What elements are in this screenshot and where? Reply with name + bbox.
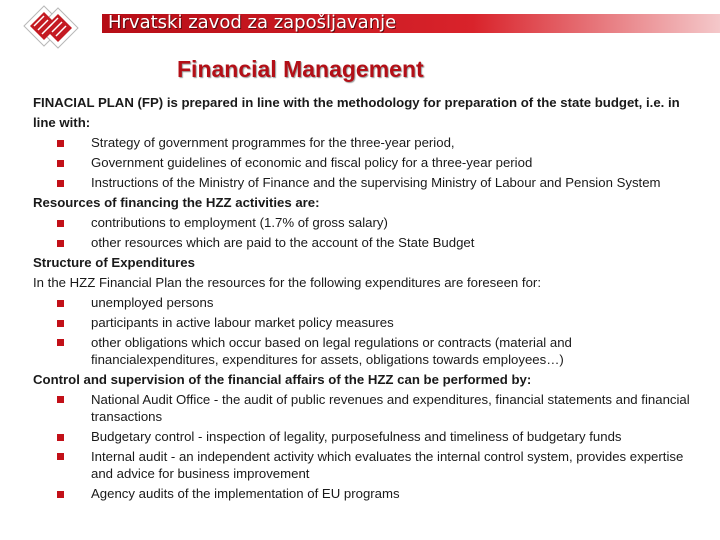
- list-item: participants in active labour market policy measures: [33, 313, 703, 333]
- page-title: Financial Management: [177, 56, 424, 82]
- slide-content: [33, 93, 703, 504]
- organization-name: Hrvatski zavod za zapošljavanje: [108, 12, 397, 33]
- list-item: Internal audit - an independent activity which evaluates the internal control system, provides expertise and advice for business improvement: [33, 447, 703, 484]
- bullet-square-icon: [57, 396, 64, 403]
- financial-plan-list: [33, 133, 703, 193]
- section-heading-expenditures: Structure of Expenditures: [33, 255, 195, 270]
- bullet-square-icon: [57, 300, 64, 307]
- list-item: other resources which are paid to the account of the State Budget: [33, 233, 703, 253]
- section-heading-financial-plan: FINACIAL PLAN (FP) is prepared in line with the methodology for preparation of the state budget, i.e. in line with:: [33, 95, 680, 130]
- list-item: Government guidelines of economic and fiscal policy for a three-year period: [33, 153, 703, 173]
- list-item: Budgetary control - inspection of legality, purposefulness and timeliness of budgetary funds: [33, 427, 703, 447]
- bullet-square-icon: [57, 220, 64, 227]
- section-heading-control: Control and supervision of the financial affairs of the HZZ can be performed by:: [33, 372, 532, 387]
- list-item: other obligations which occur based on legal regulations or contracts (material and financialexpenditures, expenditures for assets, obligations towards employees…): [33, 333, 703, 370]
- expenditures-list: [33, 293, 703, 370]
- bullet-square-icon: [57, 160, 64, 167]
- bullet-square-icon: [57, 434, 64, 441]
- hzz-logo: [20, 0, 82, 52]
- resources-list: [33, 213, 703, 253]
- bullet-square-icon: [57, 180, 64, 187]
- expenditures-intro: In the HZZ Financial Plan the resources for the following expenditures are foreseen for:: [33, 275, 541, 290]
- section-heading-resources: Resources of financing the HZZ activities are:: [33, 195, 320, 210]
- bullet-square-icon: [57, 453, 64, 460]
- bullet-square-icon: [57, 320, 64, 327]
- control-list: [33, 390, 703, 504]
- list-item: contributions to employment (1.7% of gross salary): [33, 213, 703, 233]
- bullet-square-icon: [57, 240, 64, 247]
- list-item: Strategy of government programmes for the three-year period,: [33, 133, 703, 153]
- list-item: National Audit Office - the audit of public revenues and expenditures, financial statements and financial transactions: [33, 390, 703, 427]
- bullet-square-icon: [57, 491, 64, 498]
- bullet-square-icon: [57, 140, 64, 147]
- list-item: Instructions of the Ministry of Finance and the supervising Ministry of Labour and Pension System: [33, 173, 703, 193]
- list-item: unemployed persons: [33, 293, 703, 313]
- list-item: Agency audits of the implementation of EU programs: [33, 484, 703, 504]
- bullet-square-icon: [57, 339, 64, 346]
